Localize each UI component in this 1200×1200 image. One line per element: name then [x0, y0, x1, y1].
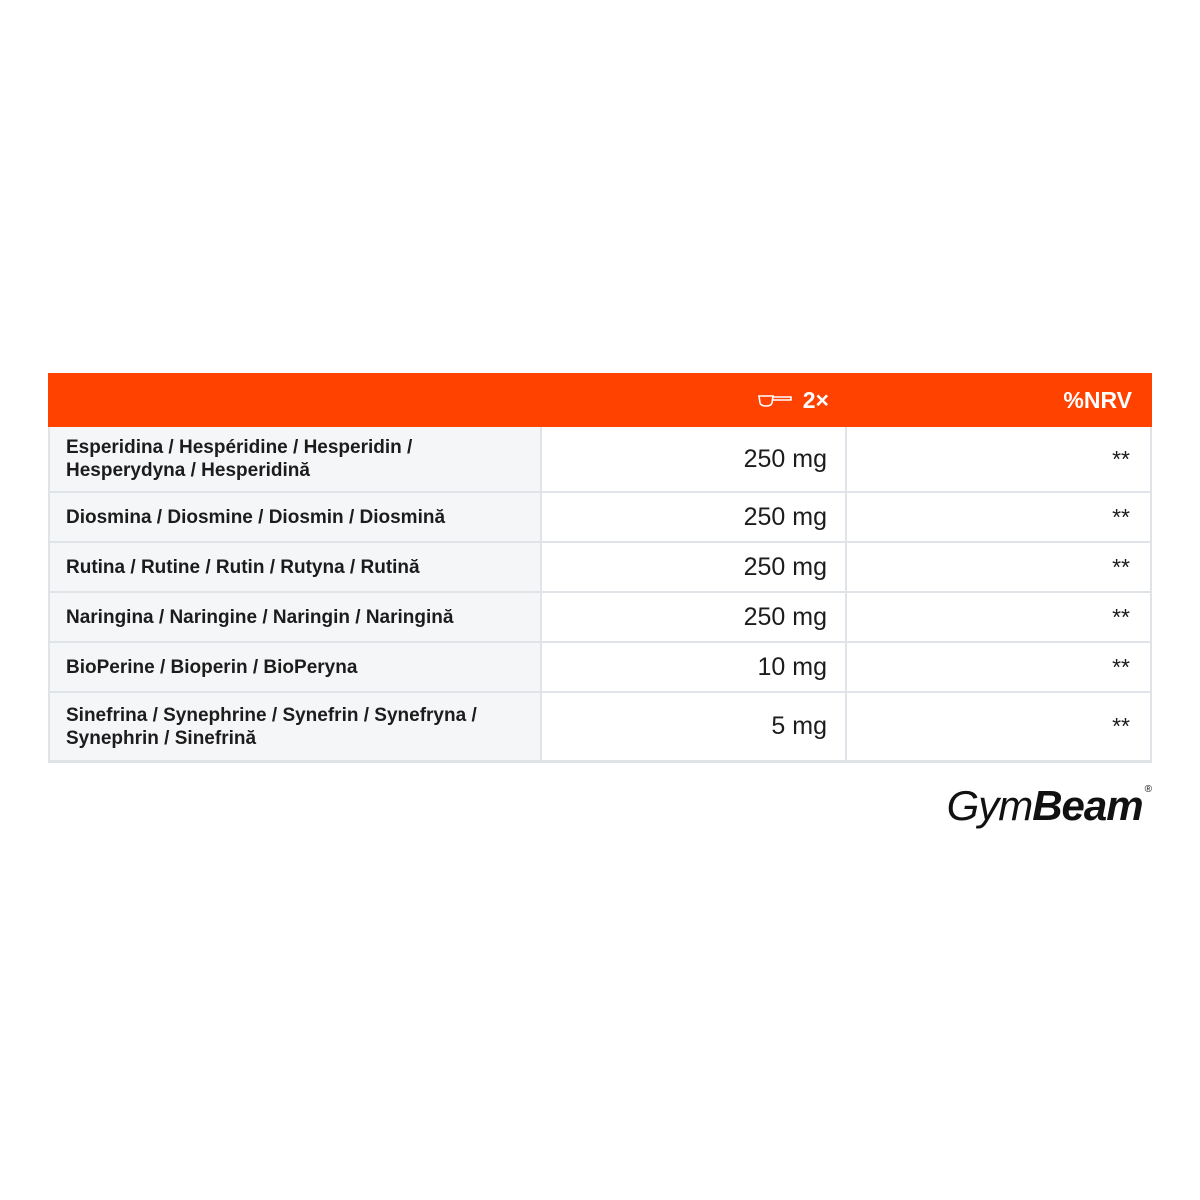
ingredient-name: BioPerine / Bioperin / BioPeryna: [48, 643, 542, 691]
table-row: [48, 643, 1152, 693]
ingredient-amount: 250 mg: [542, 593, 847, 641]
ingredient-name: Sinefrina / Synephrine / Synefrin / Synefryna / Synephrin / Sinefrină: [48, 693, 542, 760]
scoop-icon: [757, 391, 793, 409]
ingredient-nrv: **: [847, 493, 1152, 541]
ingredient-amount: 250 mg: [542, 493, 847, 541]
table-header: [48, 373, 1152, 427]
nutrition-table: [48, 373, 1152, 763]
table-row: [48, 427, 1152, 493]
ingredient-name: Diosmina / Diosmine / Diosmin / Diosmină: [48, 493, 542, 541]
table-row: [48, 593, 1152, 643]
logo-text-beam: Beam: [1032, 782, 1143, 829]
ingredient-name: Esperidina / Hespéridine / Hesperidin / Hesperydyna / Hesperidină: [48, 427, 542, 491]
ingredient-amount: 5 mg: [542, 693, 847, 760]
ingredient-amount: 10 mg: [542, 643, 847, 691]
brand-logo: [947, 782, 1152, 830]
ingredient-nrv: **: [847, 427, 1152, 491]
ingredient-amount: 250 mg: [542, 427, 847, 491]
table-row: [48, 693, 1152, 763]
table-row: [48, 543, 1152, 593]
ingredient-nrv: **: [847, 693, 1152, 760]
ingredient-amount: 250 mg: [542, 543, 847, 591]
ingredient-nrv: **: [847, 543, 1152, 591]
ingredient-name: Rutina / Rutine / Rutin / Rutyna / Rutină: [48, 543, 542, 591]
serving-label: 2×: [802, 386, 829, 413]
ingredient-nrv: **: [847, 593, 1152, 641]
ingredient-name: Naringina / Naringine / Naringin / Naringină: [48, 593, 542, 641]
header-serving-column: [542, 387, 847, 414]
logo-text-gym: Gym: [946, 782, 1033, 829]
ingredient-nrv: **: [847, 643, 1152, 691]
nrv-header-label: %NRV: [1063, 386, 1132, 413]
registered-mark: ®: [1144, 784, 1152, 795]
table-row: [48, 493, 1152, 543]
